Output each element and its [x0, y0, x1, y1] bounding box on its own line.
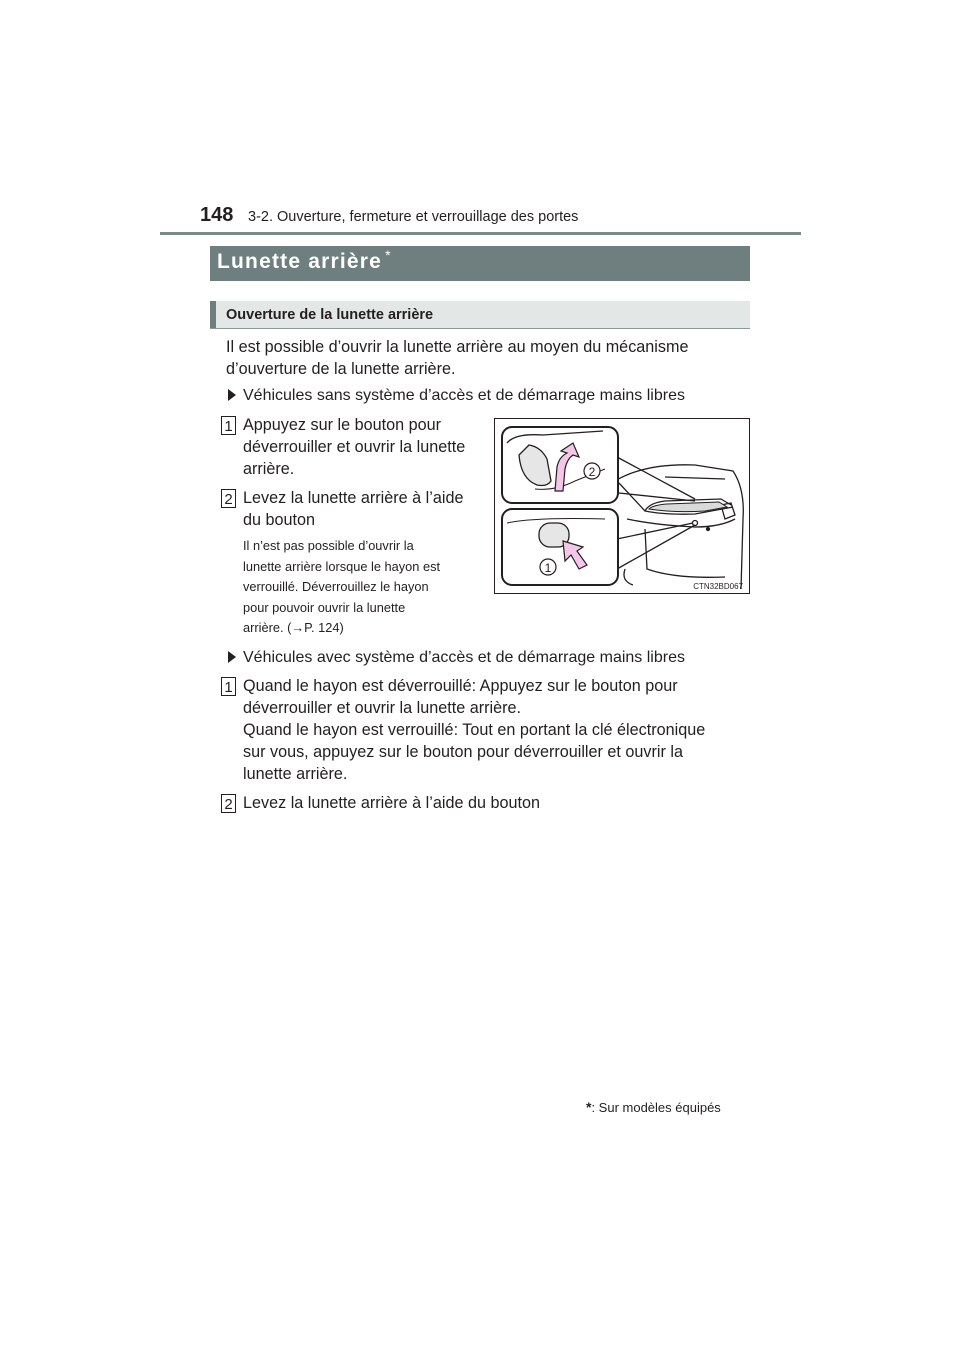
note-line: arrière. (→P. 124) — [243, 620, 344, 635]
step-line: déverrouiller et ouvrir la lunette arrière. — [243, 699, 522, 717]
bullet-heading-without-smart-key — [228, 385, 685, 407]
section-title-mark: * — [385, 247, 392, 263]
step-line: Appuyez sur le bouton pour — [243, 416, 441, 434]
rear-glass-illustration — [494, 418, 750, 594]
chapter-title: 3-2. Ouverture, fermeture et verrouillage des portes — [248, 209, 579, 225]
step-1-text — [243, 675, 746, 785]
step-2-text — [243, 792, 746, 814]
note-line: verrouillé. Déverrouillez le hayon — [243, 579, 429, 594]
intro-paragraph — [226, 336, 747, 380]
footnote — [586, 1099, 721, 1115]
step-1-text — [243, 414, 479, 480]
illustration-svg — [495, 419, 749, 593]
step-line: Levez la lunette arrière à l’aide — [243, 489, 464, 507]
footnote-text: : Sur modèles équipés — [591, 1100, 721, 1115]
step-number-2: 2 — [221, 489, 236, 508]
intro-line: Il est possible d’ouvrir la lunette arrière au moyen du mécanisme — [226, 338, 689, 356]
note-line: Il n’est pas possible d’ouvrir la — [243, 538, 414, 553]
section-title-text: Lunette arrière — [217, 250, 383, 273]
section-title — [217, 247, 392, 274]
step-line: arrière. — [243, 460, 295, 478]
subsection-title: Ouverture de la lunette arrière — [226, 307, 434, 323]
note-line: lunette arrière lorsque le hayon est — [243, 558, 441, 574]
step-number-2: 2 — [221, 794, 236, 813]
step-line: sur vous, appuyez sur le bouton pour déverrouiller et ouvrir la — [243, 743, 683, 761]
bullet-heading-text: Véhicules sans système d’accès et de démarrage mains libres — [243, 387, 685, 404]
callout-label-1: 1 — [544, 561, 552, 575]
note-text — [243, 536, 479, 639]
step-2-text — [243, 487, 479, 531]
footnote-mark: * — [586, 1099, 592, 1115]
step-line: Quand le hayon est verrouillé: Tout en portant la clé électronique — [243, 721, 706, 739]
step-line: du bouton — [243, 511, 316, 529]
step-line: Quand le hayon est déverrouillé: Appuyez sur le bouton pour — [243, 677, 678, 695]
note-line: pour pouvoir ouvrir la lunette — [243, 599, 406, 615]
intro-line: d’ouverture de la lunette arrière. — [226, 360, 456, 378]
step-line: Levez la lunette arrière à l’aide du bouton — [243, 794, 540, 812]
bullet-heading-text: Véhicules avec système d’accès et de démarrage mains libres — [243, 649, 685, 666]
header-rule — [160, 232, 801, 235]
step-number-1: 1 — [221, 677, 236, 696]
triangle-bullet-icon — [228, 389, 236, 401]
subsection-rule — [210, 328, 750, 329]
figure-code: CTN32BD067 — [693, 582, 743, 591]
callout-label-2: 2 — [588, 465, 596, 479]
step-line: déverrouiller et ouvrir la lunette — [243, 438, 466, 456]
step-number-1: 1 — [221, 416, 236, 435]
page-number: 148 — [200, 204, 234, 226]
bullet-heading-with-smart-key — [228, 647, 685, 669]
step-line: lunette arrière. — [243, 765, 348, 783]
triangle-bullet-icon — [228, 651, 236, 663]
